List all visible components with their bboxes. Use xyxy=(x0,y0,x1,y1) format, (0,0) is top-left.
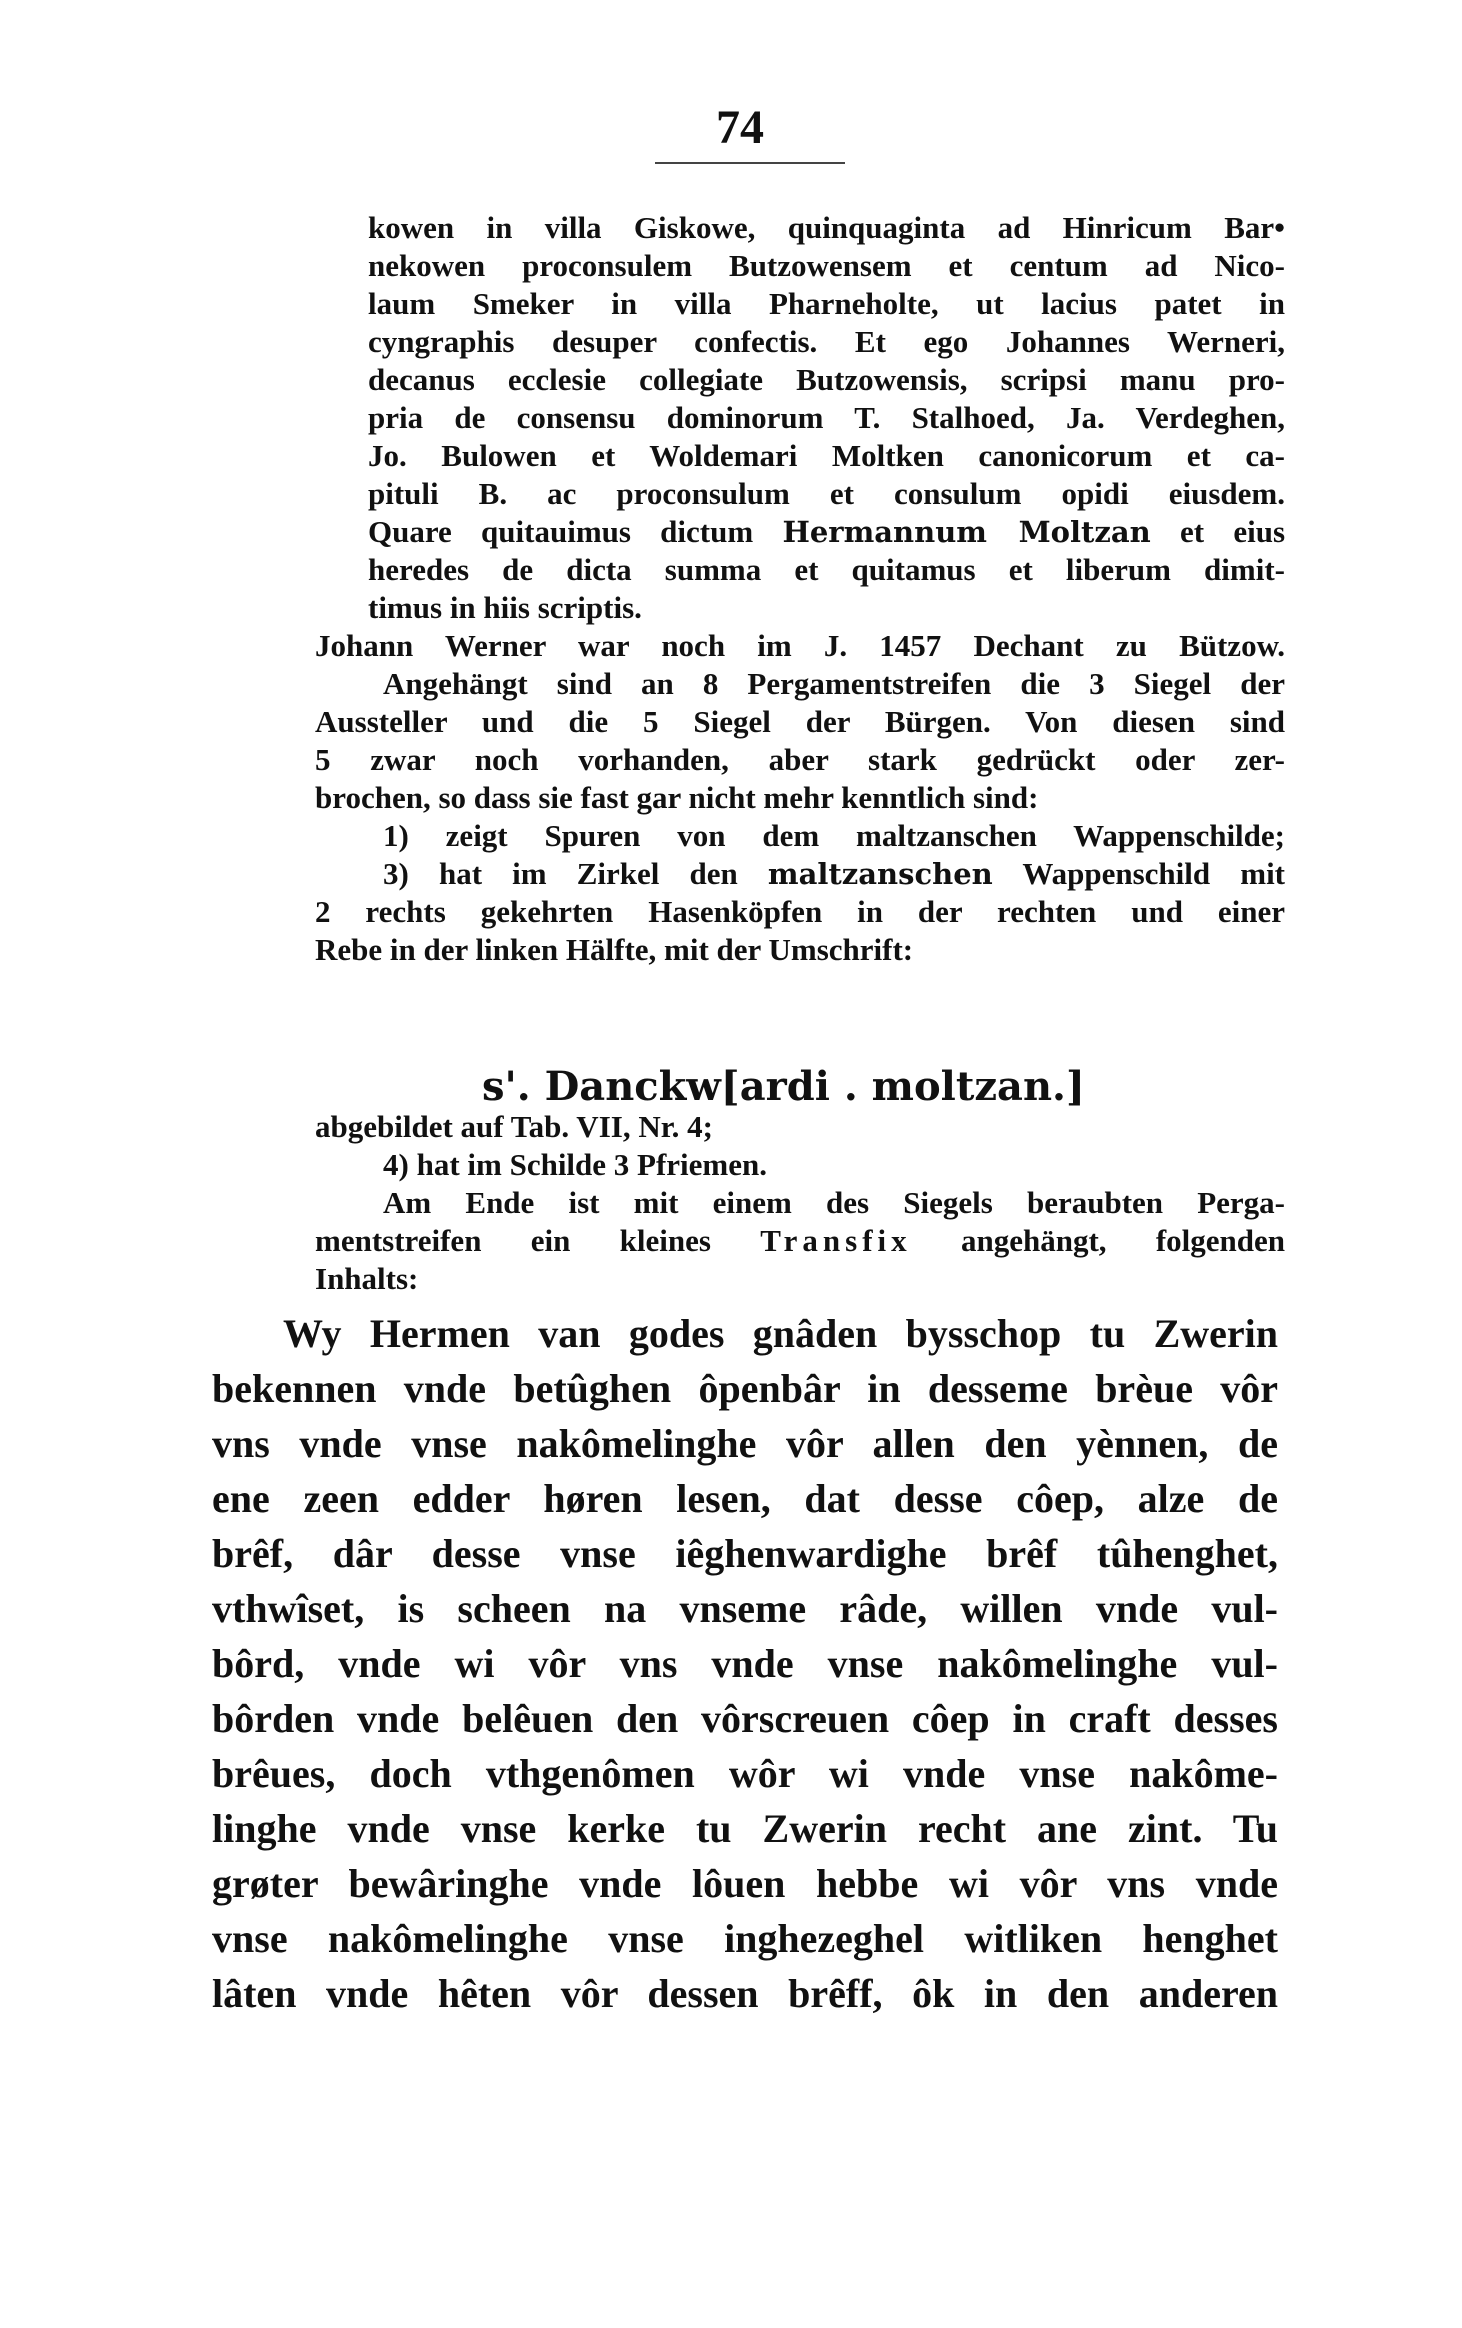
charter-line: bekennen vnde betûghen ôpenbâr in desseme brèue vôr xyxy=(212,1366,1278,1411)
header-rule xyxy=(655,162,845,164)
item-text: Wappenschild mit xyxy=(1022,856,1285,891)
latin-line-quare xyxy=(368,513,1285,551)
charter-line: brêf, dâr desse vnse iêghenwardighe brêf tûhenghet, xyxy=(212,1531,1278,1576)
latin-text: Quare quitauimus dictum xyxy=(368,514,754,549)
seals-paragraph-line: 5 zwar noch vorhanden, aber stark gedrückt oder zer- xyxy=(315,742,1285,777)
latin-line: Jo. Bulowen et Woldemari Moltken canonicorum et ca- xyxy=(368,438,1285,473)
latin-line: pituli B. ac proconsulum et consulum opidi eiusdem. xyxy=(368,476,1285,511)
seals-paragraph-line: Angehängt sind an 8 Pergamentstreifen die 3 Siegel der xyxy=(383,666,1285,701)
charter-line: Wy Hermen van godes gnâden bysschop tu Zwerin xyxy=(283,1311,1278,1356)
transfix-paragraph-line: Inhalts: xyxy=(315,1261,419,1296)
charter-line: ene zeen edder høren lesen, dat desse côep, alze de xyxy=(212,1476,1278,1521)
figure-reference: abgebildet auf Tab. VII, Nr. 4; xyxy=(315,1109,713,1144)
charter-line: vthwîset, is scheen na vnseme râde, willen vnde vul- xyxy=(212,1586,1278,1631)
charter-line: vns vnde vnse nakômelinghe vôr allen den yènnen, de xyxy=(212,1421,1278,1466)
page-number: 74 xyxy=(716,101,764,154)
charter-line: vnse nakômelinghe vnse inghezeghel witliken henghet xyxy=(212,1916,1278,1961)
transfix-text: mentstreifen ein kleines xyxy=(315,1223,711,1258)
latin-text: et eius xyxy=(1180,514,1285,549)
charter-line: bôrden vnde belêuen den vôrscreuen côep in craft desses xyxy=(212,1696,1278,1741)
transfix-paragraph-line: Am Ende ist mit einem des Siegels beraubten Perga- xyxy=(383,1185,1285,1220)
item-text: 3) hat im Zirkel den xyxy=(383,856,738,891)
note-werner: Johann Werner war noch im J. 1457 Dechant zu Bützow. xyxy=(315,628,1285,663)
seal-inscription: s'. Danckw[ardi . moltzan.] xyxy=(482,1063,1085,1110)
latin-line: nekowen proconsulem Butzowensem et centum ad Nico- xyxy=(368,248,1285,283)
latin-line: cyngraphis desuper confectis. Et ego Johannes Werneri, xyxy=(368,324,1285,359)
charter-line: grøter bewâringhe vnde lôuen hebbe wi vôr vns vnde xyxy=(212,1861,1278,1906)
charter-line: linghe vnde vnse kerke tu Zwerin recht ane zint. Tu xyxy=(212,1806,1278,1851)
latin-line: kowen in villa Giskowe, quinquaginta ad Hinricum Bar• xyxy=(368,210,1285,245)
transfix-text: angehängt, folgenden xyxy=(960,1223,1285,1258)
latin-line: decanus ecclesie collegiate Butzowensis, scripsi manu pro- xyxy=(368,362,1285,397)
latin-line: heredes de dicta summa et quitamus et liberum dimit- xyxy=(368,552,1285,587)
spaced-word: Transfix xyxy=(760,1223,912,1258)
latin-line: pria de consensu dominorum T. Stalhoed, Ja. Verdeghen, xyxy=(368,400,1285,435)
seal-item-4: 4) hat im Schilde 3 Pfriemen. xyxy=(383,1147,768,1182)
charter-line: bôrd, vnde wi vôr vns vnde vnse nakômelinghe vul- xyxy=(212,1641,1278,1686)
transfix-paragraph-line xyxy=(315,1222,1285,1260)
charter-line: lâten vnde hêten vôr dessen brêff, ôk in den anderen xyxy=(212,1971,1278,2016)
charter-line: brêues, doch vthgenômen wôr wi vnde vnse nakôme- xyxy=(212,1751,1278,1796)
blackletter-word: maltzanschen xyxy=(767,857,993,891)
seal-item-1: 1) zeigt Spuren von dem maltzanschen Wappenschilde; xyxy=(383,818,1285,853)
seal-item-3-cont: Rebe in der linken Hälfte, mit der Umschrift: xyxy=(315,932,914,967)
blackletter-name: Hermannum Moltzan xyxy=(782,515,1151,549)
seals-paragraph-line: brochen, so dass sie fast gar nicht mehr kenntlich sind: xyxy=(315,780,1039,815)
latin-line: timus in hiis scriptis. xyxy=(368,590,642,625)
seal-item-3 xyxy=(383,855,1285,893)
latin-line: laum Smeker in villa Pharneholte, ut lacius patet in xyxy=(368,286,1285,321)
seals-paragraph-line: Aussteller und die 5 Siegel der Bürgen. Von diesen sind xyxy=(315,704,1285,739)
seal-item-3-cont: 2 rechts gekehrten Hasenköpfen in der rechten und einer xyxy=(315,894,1285,929)
